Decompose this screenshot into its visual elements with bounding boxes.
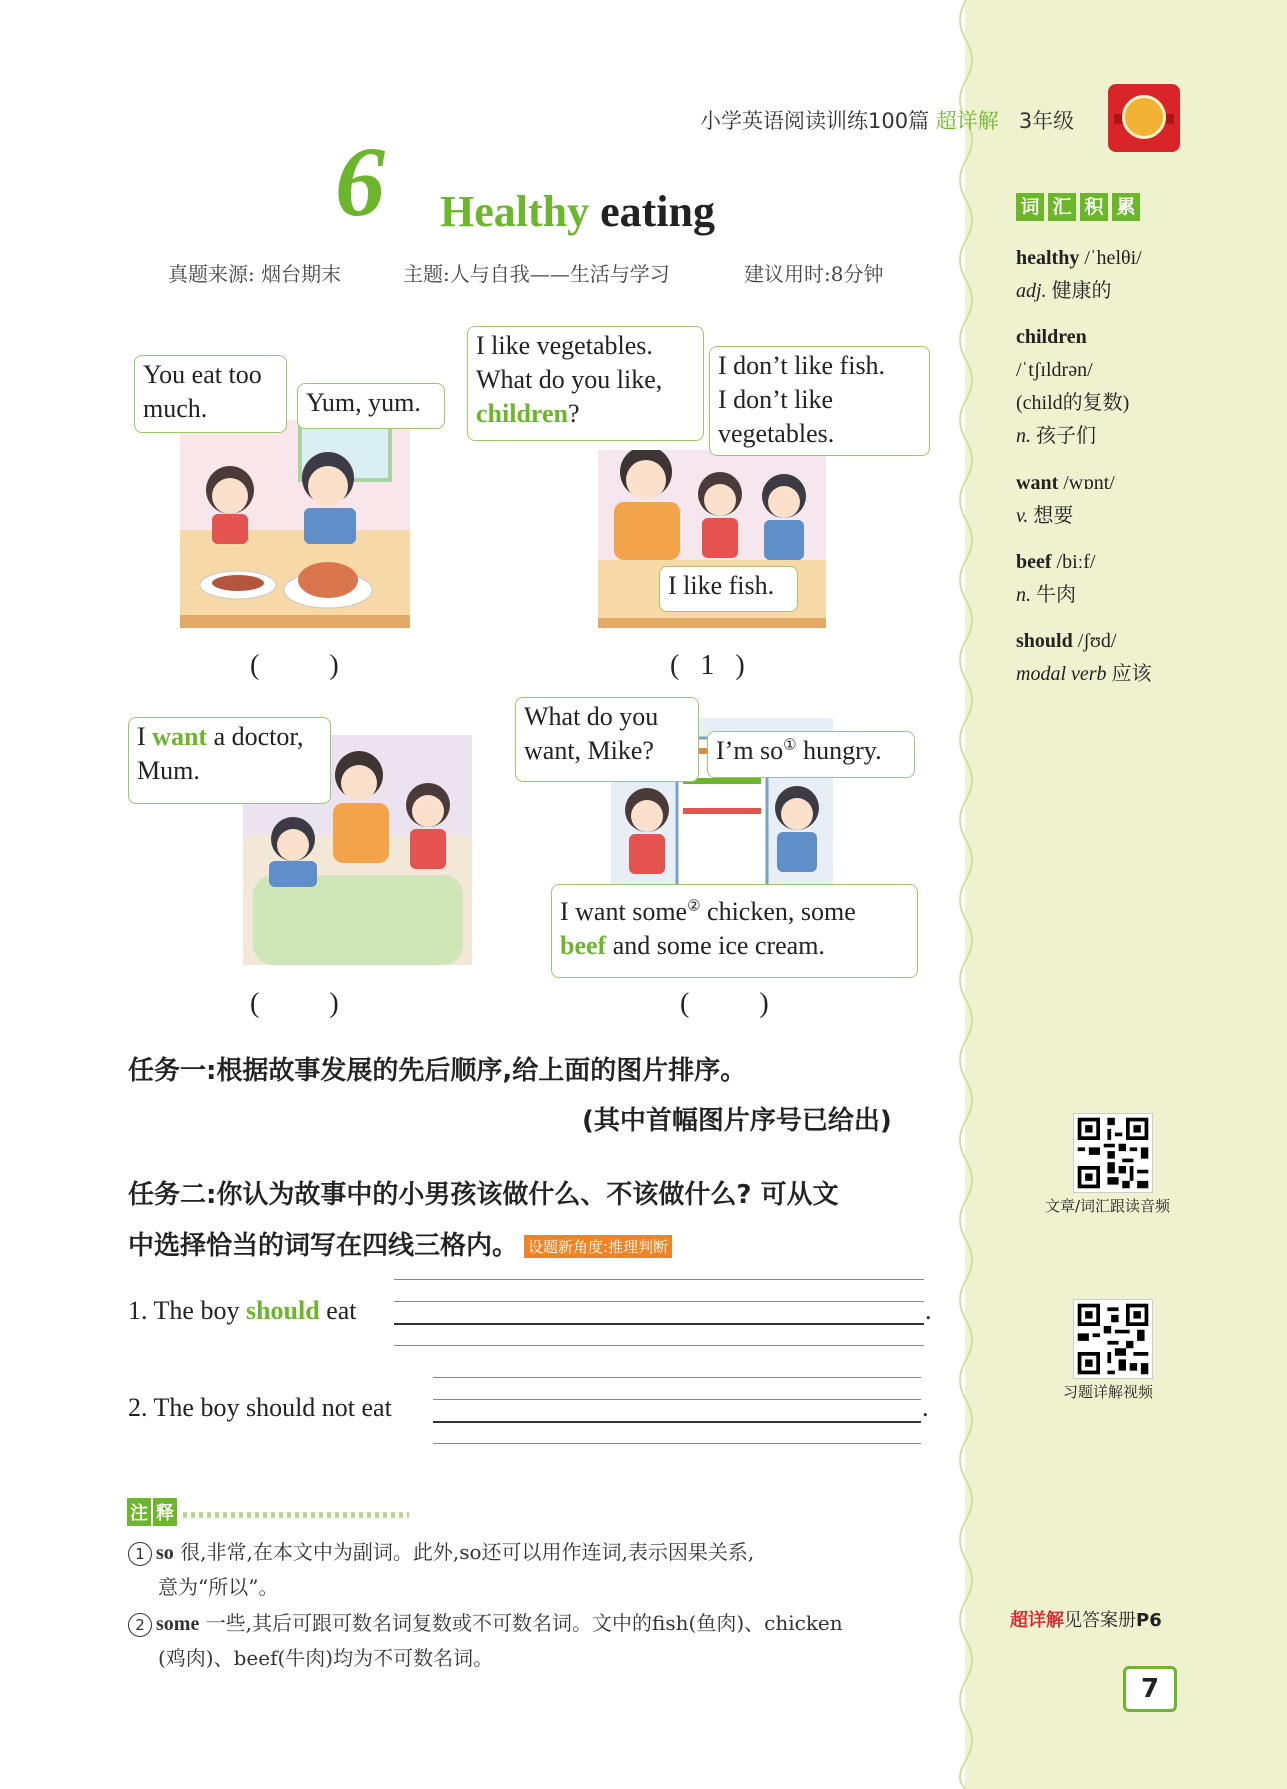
task-2-text: 中选择恰当的词写在四线三格内。: [128, 1231, 519, 1261]
vocab-highlight: want: [152, 722, 208, 751]
bubble-text: I’m so: [716, 736, 784, 765]
notes-heading-char: 释: [153, 1498, 177, 1526]
title-part-2: eating: [600, 187, 715, 236]
vocab-heading-char: 累: [1112, 193, 1140, 221]
order-blank-3[interactable]: ( ): [250, 988, 339, 1019]
order-blank-1[interactable]: ( ): [250, 650, 339, 681]
grade-label: 3年级: [1018, 109, 1075, 133]
vocab-phonetic: /ˈhelθi/: [1084, 247, 1142, 269]
bubble-line: vegetables.: [718, 419, 835, 448]
bubble-line: I don’t like: [718, 385, 834, 414]
book-title: 小学英语阅读训练100篇: [700, 109, 930, 133]
brand-logo: [1108, 84, 1180, 152]
question-type-tag: 设题新角度:推理判断: [524, 1235, 672, 1258]
vocab-pos: modal verb: [1016, 663, 1107, 685]
note-word: some: [156, 1613, 200, 1635]
vocab-note: (child的复数): [1016, 392, 1130, 414]
speech-bubble: [128, 717, 331, 804]
bubble-text: hungry.: [803, 736, 882, 765]
wavy-border: [952, 0, 992, 1789]
lesson-time: 建议用时:8分钟: [744, 262, 884, 286]
notes-divider: [183, 1512, 409, 1518]
answer-ref-text: 见答案册: [1064, 1610, 1136, 1631]
note-marker: ①: [783, 737, 797, 754]
bubble-text: and some ice cream.: [612, 931, 825, 960]
qr-label-video: 习题详解视频: [1063, 1383, 1154, 1401]
note-2: [128, 1606, 938, 1675]
bubble-line: What do you: [524, 702, 659, 731]
vocab-meaning: 应该: [1111, 663, 1152, 685]
order-blank-2[interactable]: ( 1 ): [670, 650, 745, 681]
bubble-line: [560, 929, 909, 963]
vocab-heading-char: 汇: [1048, 193, 1076, 221]
bubble-text: chicken, some: [707, 897, 856, 926]
task-2-instruction-line1: 任务二:你认为故事中的小男孩该做什么、不该做什么? 可从文: [128, 1180, 839, 1210]
vocab-highlight: children: [476, 399, 568, 428]
vocab-heading: [1016, 193, 1144, 221]
bubble-line: You eat too: [143, 360, 262, 389]
bubble-line: [137, 720, 322, 754]
bubble-line: Yum, yum.: [306, 388, 421, 417]
answer-reference: [1010, 1606, 1162, 1632]
order-blank-4[interactable]: ( ): [680, 988, 769, 1019]
vocab-heading-char: 词: [1016, 193, 1044, 221]
vocab-pos: n.: [1016, 584, 1031, 606]
vocab-phonetic: /biːf/: [1056, 551, 1096, 573]
task-1-note: (其中首幅图片序号已给出): [582, 1106, 892, 1136]
vocab-meaning: 健康的: [1051, 280, 1112, 302]
bubble-line: I like fish.: [668, 571, 775, 600]
question-text: 1. The boy: [128, 1296, 240, 1325]
lesson-theme: 主题:人与自我——生活与学习: [403, 262, 670, 286]
answer-ref-brand: 超详解: [1010, 1610, 1064, 1631]
notes-heading: [127, 1498, 179, 1526]
vocab-phonetic: /wɒnt/: [1063, 472, 1115, 494]
vocab-highlight: beef: [560, 931, 607, 960]
vocab-phonetic: /ʃʊd/: [1077, 630, 1117, 652]
vocab-entry-children: [1016, 321, 1276, 453]
note-text: 一些,其后可跟可数名词复数或不可数名词。文中的fish(鱼肉)、chicken: [205, 1611, 843, 1635]
qr-label-audio: 文章/词汇跟读音频: [1045, 1197, 1171, 1215]
book-header: [700, 105, 1074, 135]
bubble-line: want, Mike?: [524, 736, 654, 765]
vocab-word: should: [1016, 630, 1073, 652]
question-2-period: .: [922, 1393, 929, 1422]
order-value: 1: [700, 650, 715, 681]
question-1-period: .: [925, 1296, 932, 1325]
vocab-pos: v.: [1016, 505, 1029, 527]
speech-bubble: [515, 697, 699, 782]
task-1-instruction: 任务一:根据故事发展的先后顺序,给上面的图片排序。: [128, 1056, 747, 1086]
qr-code-audio[interactable]: [1073, 1113, 1153, 1193]
bubble-punct: ?: [567, 399, 580, 428]
bubble-line: Mum.: [137, 756, 200, 785]
vocab-entry-healthy: [1016, 242, 1276, 308]
qr-code-video[interactable]: [1073, 1299, 1153, 1379]
vocab-entry-should: [1016, 625, 1276, 691]
answer-ref-page: P6: [1136, 1610, 1162, 1631]
bubble-text: I: [137, 722, 146, 751]
note-marker: ②: [687, 898, 701, 915]
speech-bubble: [709, 346, 930, 456]
vocab-word: children: [1016, 326, 1087, 348]
speech-bubble: [134, 355, 287, 433]
vocab-meaning: 牛肉: [1036, 584, 1076, 606]
lesson-title: [440, 186, 715, 237]
bubble-line: [476, 397, 695, 431]
task-2-instruction-line2: [128, 1225, 672, 1262]
question-text: eat: [326, 1296, 357, 1325]
speech-bubble: [707, 731, 915, 778]
speech-bubble: [659, 566, 798, 612]
notes-heading-char: 注: [127, 1498, 151, 1526]
vocab-meaning: 想要: [1033, 505, 1074, 527]
note-number: 1: [128, 1542, 152, 1566]
title-part-1: Healthy: [440, 187, 590, 236]
panel-1-illustration: [180, 420, 410, 628]
question-1: [128, 1296, 357, 1326]
book-highlight: 超详解: [935, 109, 999, 133]
speech-bubble: [551, 884, 918, 978]
speech-bubble: [297, 383, 445, 429]
bubble-line: [560, 895, 909, 929]
vocab-pos: n.: [1016, 425, 1031, 447]
vocab-word: beef: [1016, 551, 1052, 573]
vocab-pos: adj.: [1016, 280, 1047, 302]
vocab-word: want: [1016, 472, 1059, 494]
bubble-line: I don’t like fish.: [718, 351, 886, 380]
bubble-text: I want some: [560, 897, 688, 926]
bubble-text: a doctor,: [213, 722, 304, 751]
question-2: 2. The boy should not eat: [128, 1393, 392, 1422]
vocab-heading-char: 积: [1080, 193, 1108, 221]
lesson-source: 真题来源: 烟台期末: [168, 262, 342, 286]
note-number: 2: [128, 1613, 152, 1637]
note-word: so: [156, 1542, 174, 1564]
vocab-entry-want: [1016, 467, 1276, 533]
note-text: (鸡肉)、beef(牛肉)均为不可数名词。: [158, 1646, 494, 1670]
vocab-highlight: should: [245, 1296, 320, 1325]
note-text: 很,非常,在本文中为副词。此外,so还可以用作连词,表示因果关系,: [180, 1540, 755, 1564]
vocab-meaning: 孩子们: [1036, 425, 1096, 447]
note-text: 意为“所以”。: [158, 1575, 279, 1599]
bubble-line: I like vegetables.: [476, 331, 653, 360]
speech-bubble: [467, 326, 704, 441]
vocab-entry-beef: [1016, 546, 1276, 612]
page-number: 7: [1123, 1666, 1177, 1712]
note-1: [128, 1535, 938, 1604]
bubble-line: What do you like,: [476, 365, 663, 394]
lesson-number: 6: [335, 126, 385, 237]
vocab-word: healthy: [1016, 247, 1080, 269]
bubble-line: much.: [143, 394, 208, 423]
bubble-line: [716, 734, 906, 768]
vocab-phonetic: /ˈtʃɪldrən/: [1016, 359, 1093, 381]
